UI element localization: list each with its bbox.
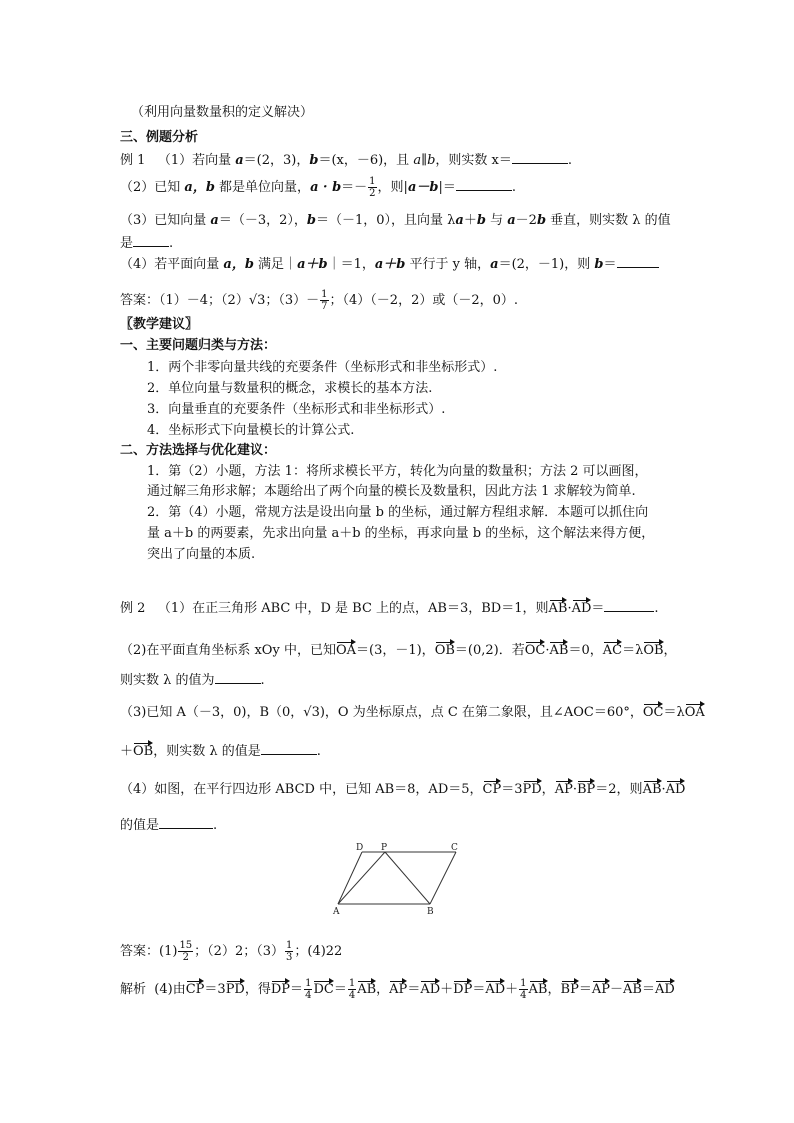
- section-title-examples: 三、例题分析: [120, 130, 199, 145]
- answer-blank[interactable]: [512, 152, 568, 164]
- ex1-q3-line1: （3）已知向量 a＝（－3，2），b＝（－1，0），且向量 λa＋b 与 a－2b 垂直，则实数 λ 的值: [120, 213, 671, 228]
- fraction: $\frac{1}{4}$: [348, 978, 356, 1001]
- part2-line: 通过解三角形求解；本题给出了两个向量的模长及数量积，因此方法 1 求解较为简单.: [147, 484, 636, 499]
- ex1-q4: （4）若平面向量 a，b 满足｜a＋b｜＝1，a＋b 平行于 y 轴，a＝(2，－1)，则 b＝: [120, 256, 659, 271]
- label-a: A: [333, 907, 340, 916]
- ex2-analysis: 解析 (4)由CP＝3PD，得DP＝ $\frac{1}{4}$ DC＝ $\frac{1}{4}$ AB，AP＝AD＋DP＝AD＋ $\frac{1}{4}$ AB，BP＝AP－AB＝AD: [120, 978, 675, 1001]
- parallelogram-figure: [330, 842, 462, 916]
- fraction: $\frac{1}{2}$: [369, 176, 376, 199]
- part1-item: 4．坐标形式下向量模长的计算公式.: [147, 423, 355, 438]
- ex2-q3-line2: ＋OB，则实数 λ 的值是 .: [120, 744, 321, 759]
- label-c: C: [451, 843, 458, 853]
- part2-line: 量 a＋b 的两要素，先求出向量 a＋b 的坐标，再求向量 b 的坐标，这个解法来得方便，: [147, 526, 655, 541]
- part1-item: 1．两个非零向量共线的充要条件（坐标形式和非坐标形式）.: [147, 360, 498, 375]
- fraction: $\frac{15}{2}$: [179, 940, 193, 963]
- ex1-q1: 例 1 （1）若向量 a＝(2，3)，b＝(x，－6)，且 a∥b，则实数 x＝ .: [120, 153, 573, 168]
- ex1-q2: （2）已知 a，b 都是单位向量，a · b＝－ $\frac{1}{2}$ ，则|a－b|＝ .: [120, 176, 516, 199]
- part1-item: 2．单位向量与数量积的概念，求模长的基本方法.: [147, 381, 433, 396]
- answer-blank[interactable]: [215, 672, 261, 684]
- part2-line: 1．第（2）小题，方法 1：将所求模长平方，转化为向量的数量积；方法 2 可以画图，: [147, 464, 648, 479]
- hint-text: （利用向量数量积的定义解决）: [131, 105, 314, 120]
- part2-line: 2．第（4）小题，常规方法是设出向量 b 的坐标，通过解方程组求解．本题可以抓住向: [147, 505, 649, 520]
- label-d: D: [356, 843, 364, 853]
- segment-bp: [385, 852, 430, 904]
- answer-blank[interactable]: [261, 743, 317, 755]
- answer-blank[interactable]: [133, 235, 169, 247]
- ex1-q3-line2: 是 .: [120, 236, 174, 251]
- ex2-q1: 例 2 （1）在正三角形 ABC 中，D 是 BC 上的点，AB＝3，BD＝1，则AB·AD＝ .: [120, 601, 659, 616]
- edge-bc: [430, 852, 456, 904]
- fraction: $\frac{1}{7}$: [321, 289, 328, 312]
- fraction: $\frac{1}{3}$: [286, 940, 293, 963]
- answer-blank[interactable]: [604, 600, 654, 612]
- ex2-q4-line2: 的值是 .: [120, 818, 218, 833]
- part2-line: 突出了向量的本质.: [147, 547, 256, 562]
- part1-title: 一、主要问题归类与方法：: [120, 338, 277, 353]
- label-p: P: [381, 843, 388, 853]
- fraction: $\frac{1}{4}$: [305, 978, 312, 1001]
- answer-blank[interactable]: [456, 179, 512, 191]
- teaching-title: 〖教学建议〗: [120, 317, 199, 332]
- segment-ap: [338, 852, 385, 904]
- ex2-answer: 答案：(1) $\frac{15}{2}$ ；（2）2；（3） $\frac{1}{3}$ ；(4)22: [120, 940, 343, 963]
- ex2-q4-line1: （4）如图，在平行四边形 ABCD 中，已知 AB＝8，AD＝5，CP＝3PD，AP·BP＝2，则AB·AD: [120, 782, 686, 797]
- ex2-q2-line1: （2)在平面直角坐标系 xOy 中，已知OA＝(3，－1)，OB＝(0,2)．若OC·AB＝0，AC＝λOB，: [120, 643, 677, 658]
- edge-ad: [338, 852, 362, 904]
- fraction: $\frac{1}{4}$: [520, 978, 527, 1001]
- ex2-q3-line1: （3)已知 A（－3，0)，B（0，√3)，O 为坐标原点，点 C 在第二象限，且∠AOC＝60°，OC＝λOA: [120, 705, 705, 720]
- label-b: B: [427, 907, 434, 916]
- ex2-q2-line2: 则实数 λ 的值为 .: [120, 673, 265, 688]
- ex1-answer: 答案：（1）－4；（2）√3；（3）－ $\frac{1}{7}$ ；（4）（－2，2）或（－2，0）.: [120, 289, 519, 312]
- answer-blank[interactable]: [159, 817, 213, 829]
- answer-blank[interactable]: [617, 256, 659, 268]
- part1-item: 3．向量垂直的充要条件（坐标形式和非坐标形式）.: [147, 402, 446, 417]
- part2-title: 二、方法选择与优化建议：: [120, 443, 277, 458]
